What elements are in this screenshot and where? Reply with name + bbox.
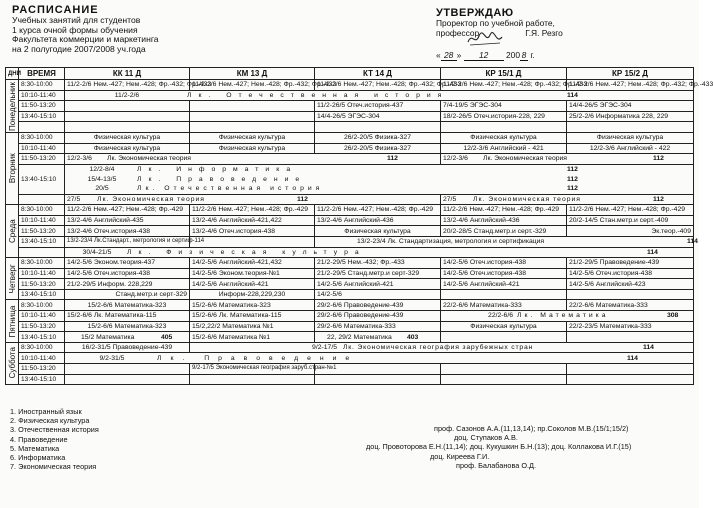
lesson-cell: 20/2-14/5 Стан.метр.и серт.-409: [567, 215, 694, 226]
header-line: 1 курса очной формы обучения: [12, 24, 138, 35]
lecture-cell: 20/5 Лк. Отечественная история 112: [65, 184, 694, 194]
lesson-cell: [315, 374, 441, 385]
legend-item: 4. Правоведение: [10, 434, 68, 444]
lesson-cell: Физическая культура: [190, 143, 315, 154]
time-cell: 11:50-13:20: [19, 321, 65, 332]
table-row: [6, 154, 694, 165]
day-thursday: Четверг: [6, 258, 19, 300]
time-cell: 10:10-11:40: [19, 143, 65, 154]
approval-line: Проректор по учебной работе,: [436, 18, 555, 28]
lesson-cell: [441, 332, 567, 343]
teacher-line: доц. Киреева Г.И.: [430, 451, 490, 461]
lesson-cell: [567, 332, 694, 343]
time-cell: 13:40-15:10: [19, 164, 65, 194]
table-row: [6, 279, 694, 290]
lesson-cell: 7/4-19/5 ЭГЭС-304: [441, 101, 567, 112]
lesson-cell: Физическая культура: [65, 143, 190, 154]
table-row: [6, 164, 694, 174]
lesson-cell: 11/2-2/6 Нем.-427; Нем.-428; Фр.-429: [441, 205, 567, 216]
time-cell: 11:50-13:20: [19, 279, 65, 290]
lesson-cell: 12/2-3/6 Английский - 422: [567, 143, 694, 154]
table-row: [6, 143, 694, 154]
table-row: [6, 247, 694, 258]
lesson-cell: 13/2-4/6 Английский-435: [65, 215, 190, 226]
time-cell: 10:10-11:40: [19, 215, 65, 226]
lesson-cell: Физическая культура: [315, 226, 441, 237]
lesson-cell: 22/2-6/6 Математика-333: [567, 300, 694, 311]
lesson-cell: 9/2-17/5 Экономическая география заруб.стран-№1: [190, 364, 315, 375]
schedule-title: РАСПИСАНИЕ: [12, 4, 99, 16]
table-row: [6, 289, 694, 300]
time-cell: 8:30-10:00: [19, 258, 65, 269]
col-group-kr15-1: КР 15/1 Д: [441, 68, 567, 80]
teacher-line: доц. Провоторова Е.Н.(11,14); доц. Кукушкин Б.Н.(13); доц. Коллакова И.Г.(15): [366, 442, 632, 452]
lesson-cell: 29/2-6/6 Правоведение-439: [315, 300, 441, 311]
signature-image: [466, 30, 504, 48]
legend-item: 3. Отечественная история: [10, 425, 99, 435]
lesson-cell: 15/2-6/6 Лк. Математика-115: [65, 311, 190, 322]
lesson-cell: [65, 364, 190, 375]
day-wednesday: Среда: [6, 205, 19, 258]
lecture-cell: 12/2-3/6 Лк. Экономическая теория 112: [441, 154, 694, 165]
lesson-cell: 11/2-26/5 Отеч.история-437: [315, 101, 441, 112]
lecture-cell: 9/2-31/5 Лк. Правоведение 114: [65, 353, 694, 364]
table-row: [6, 194, 694, 205]
lesson-cell: 14/4-26/5 ЭГЭС-304: [315, 111, 441, 122]
lesson-cell: 14/2-5/6 Английский-421,432: [190, 258, 315, 269]
lesson-cell: 20/2-28/5 Станд.метр.и серт.-329: [441, 226, 567, 237]
lecture-cell: 9/2-17/5 Лк. Экономическая география зарубежных стран 114: [190, 342, 694, 353]
time-cell: 13:40-15:10: [19, 111, 65, 122]
lesson-cell: 18/2-26/5 Отеч.история-228, 229: [441, 111, 567, 122]
lesson-cell: 14/2-5/6 Английский-421: [190, 279, 315, 290]
time-cell: 8:30-10:00: [19, 342, 65, 353]
approver-name: Г.Я. Резго: [525, 28, 563, 38]
lesson-cell: 13/2-4/6 Английский-436: [315, 215, 441, 226]
lesson-cell: [567, 374, 694, 385]
table-row: [6, 311, 694, 322]
lesson-cell: [567, 289, 694, 300]
lesson-cell: [190, 374, 315, 385]
lesson-cell: 14/2-5/6 Английский-421: [315, 279, 441, 290]
lesson-cell: 12/2-3/6 Английский - 421: [441, 143, 567, 154]
lesson-cell: 15/2-6/6 Лк. Математика-115: [190, 311, 315, 322]
lesson-cell: 25/2-2/6 Информатика 228, 229: [567, 111, 694, 122]
lesson-cell: Физическая культура: [441, 132, 567, 143]
time-cell: 11:50-13:20: [19, 226, 65, 237]
lesson-cell: [441, 374, 567, 385]
approval-date: « 28 » 12 200 8 г.: [436, 50, 535, 60]
lesson-cell: 29/2-6/6 Математика-333: [315, 321, 441, 332]
approval-month: 12: [464, 50, 504, 61]
time-cell: 13:40-15:10: [19, 289, 65, 300]
lesson-cell: 14/2-5/6: [315, 289, 441, 300]
time-cell: 10:10-11:40: [19, 353, 65, 364]
table-row: [6, 226, 694, 237]
schedule-header: [12, 6, 159, 55]
time-cell: 10:10-11:40: [19, 268, 65, 279]
table-row: [6, 205, 694, 216]
lesson-cell: 15/2,22/2 Математика №1: [190, 321, 315, 332]
legend-item: 6. Информатика: [10, 453, 66, 463]
lesson-cell: 15/2 Математика 405: [65, 332, 190, 343]
time-cell: 8:30-10:00: [19, 300, 65, 311]
legend-item: 5. Математика: [10, 443, 60, 453]
col-time: ВРЕМЯ: [19, 68, 65, 80]
header-line: Учебных занятий для студентов: [12, 14, 141, 25]
table-row: [6, 258, 694, 269]
lesson-cell: 14/2-5/6 Отеч.история-438: [441, 258, 567, 269]
lesson-cell: 14/2-5/6 Отеч.история-438: [441, 268, 567, 279]
time-cell: 13:40-15:10: [19, 332, 65, 343]
lesson-cell: 11/2-2/6 Нем.-427; Нем.-428; Фр.-429: [190, 205, 315, 216]
lesson-cell: 11/2-2/6 Нем.-427; Нем.-428; Фр.-429: [65, 205, 190, 216]
subject-legend: [10, 407, 99, 471]
approval-day: 28: [441, 50, 457, 61]
table-row: [6, 364, 694, 375]
table-row: [6, 80, 694, 91]
time-cell: 13:40-15:10: [19, 374, 65, 385]
lecture-cell: 11/2-2/6 Лк. Отечественная история 114: [65, 90, 694, 101]
lesson-cell: Физическая культура: [65, 132, 190, 143]
lesson-cell: 22, 29/2 Математика 403: [315, 332, 441, 343]
table-row: [6, 236, 694, 247]
lesson-cell: 21/2-29/5 Станд.метр.и серт-329: [315, 268, 441, 279]
teacher-line: проф. Сазонов А.А.(11,13,14); пр.Соколов М.В.(15/1;15/2): [434, 424, 629, 433]
time-cell: 8:30-10:00: [19, 80, 65, 91]
lesson-cell: [65, 111, 190, 122]
day-tuesday: Вторник: [6, 132, 19, 204]
lesson-cell: [190, 111, 315, 122]
lesson-cell: 11/2-2/6 Нем.-427; Нем.-428; Фр.-429: [567, 205, 694, 216]
col-group-km13: КМ 13 Д: [190, 68, 315, 80]
lesson-cell: Физическая культура: [190, 132, 315, 143]
time-cell: 8:30-10:00: [19, 132, 65, 143]
table-row: [6, 101, 694, 112]
time-cell: 10:10-11:40: [19, 311, 65, 322]
time-cell: 8:30-10:00: [19, 205, 65, 216]
table-row: [6, 174, 694, 184]
legend-item: 2. Физическая культура: [10, 416, 90, 426]
time-cell: 13:40-15:10: [19, 236, 65, 247]
lecture-cell: 13/2-23/4 Лк. Стандартизация, метрология и сертификация 114: [315, 236, 694, 247]
lesson-cell: 11/2-2/6 Нем.-427; Нем.-428; Фр.-432; Фр.-433: [65, 80, 190, 91]
lecture-cell: 12/2-8/4 Лк. Информатика 112: [65, 164, 694, 174]
lesson-cell: 14/2-5/6 Эконом.теория-437: [65, 258, 190, 269]
col-day: ДНИ: [6, 68, 19, 80]
lesson-cell: Эк.теор.-409: [567, 226, 694, 237]
lesson-cell: [190, 236, 315, 247]
header-line: на 2 полугодие 2007/2008 уч.года: [12, 44, 146, 55]
table-row: [6, 132, 694, 143]
lesson-cell: Станд.метр.и серт-329: [65, 289, 190, 300]
lesson-cell: [441, 289, 567, 300]
legend-item: 1. Иностранный язык: [10, 407, 82, 416]
lecture-cell: 12/2-3/6 Лк. Экономическая теория 112: [65, 154, 441, 165]
table-row: [6, 300, 694, 311]
day-saturday: Суббота: [6, 342, 19, 384]
lesson-cell: 14/2-5/6 Английский-423: [567, 279, 694, 290]
lesson-cell: 14/4-26/5 ЭГЭС-304: [567, 101, 694, 112]
day-monday: Понедельник: [7, 81, 17, 131]
lesson-cell: 14/2-5/6 Отеч.история-438: [65, 268, 190, 279]
table-row: [6, 90, 694, 101]
legend-item: 7. Экономическая теория: [10, 462, 97, 472]
lesson-cell: 13/2-4/6 Отеч.история-438: [65, 226, 190, 237]
lesson-cell: 14/2-5/6 Отеч.история-438: [567, 268, 694, 279]
teacher-list: [366, 424, 631, 470]
lesson-cell: 13/2-4/6 Английский-421,422: [190, 215, 315, 226]
lecture-cell: 27/5 Лк. Экономическая теория 112: [441, 194, 694, 205]
lesson-cell: 13/2-4/6 Отеч.история-438: [190, 226, 315, 237]
lesson-cell: 15/2-6/6 Математика-323: [190, 300, 315, 311]
table-row: [6, 342, 694, 353]
table-row: [6, 184, 694, 194]
lesson-cell: 26/2-20/5 Физика-327: [315, 143, 441, 154]
lesson-cell: Физическая культура: [441, 321, 567, 332]
lecture-cell: 30/4-21/5 Лк. Физическая культура 114: [65, 247, 694, 258]
lesson-cell: 22/2-6/6 Математика-333: [441, 300, 567, 311]
time-cell: [19, 194, 65, 205]
lesson-cell: 11/2-2/6 Нем.-427; Нем.-428; Фр.-432; Фр.-433: [441, 80, 567, 91]
lesson-cell: [441, 364, 567, 375]
table-header-row: [6, 68, 694, 80]
table-row: [6, 111, 694, 122]
col-group-kk11: КК 11 Д: [65, 68, 190, 80]
lesson-cell: 14/2-5/6 Эконом.теория-№1: [190, 268, 315, 279]
lesson-cell: [567, 364, 694, 375]
lecture-cell: 15/4-13/5 Лк. Правоведение 112: [65, 174, 694, 184]
table-row: [6, 353, 694, 364]
lesson-cell: 13/2-4/6 Английский-436: [441, 215, 567, 226]
table-row: [6, 321, 694, 332]
lesson-cell: 14/2-5/6 Английский-421: [441, 279, 567, 290]
lesson-cell: 29/2-6/6 Правоведение-439: [315, 311, 441, 322]
lesson-cell: 22/2-23/5 Математика-333: [567, 321, 694, 332]
col-group-kr15-2: КР 15/2 Д: [567, 68, 694, 80]
lesson-cell: 15/2-6/6 Математика-323: [65, 321, 190, 332]
lesson-cell: 16/2-31/5 Правоведение-439: [65, 342, 190, 353]
lesson-cell: [65, 374, 190, 385]
lesson-cell: 21/2-29/5 Информ. 228,229: [65, 279, 190, 290]
teacher-line: доц. Ступаков А.В.: [454, 433, 518, 443]
day-friday: Пятница: [6, 300, 19, 342]
table-row: [6, 332, 694, 343]
table-row: [6, 215, 694, 226]
time-cell: 11:50-13:20: [19, 101, 65, 112]
lesson-cell: 15/2-6/6 Математика-323: [65, 300, 190, 311]
time-cell: 11:50-13:20: [19, 154, 65, 165]
lesson-cell: 13/2-23/4 Лк.Стандарт., метрология и сертиф-114: [65, 236, 190, 247]
lesson-cell: [190, 101, 315, 112]
teacher-line: проф. Балабанова О.Д.: [456, 460, 536, 470]
lesson-cell: 11/2-2/6 Нем.-427; Нем.-428; Фр.-432; Фр.-433: [567, 80, 694, 91]
lesson-cell: [65, 101, 190, 112]
header-line: Факультета коммерции и маркетинга: [12, 34, 159, 45]
time-cell: [19, 247, 65, 258]
table-row: [6, 374, 694, 385]
time-cell: 11:50-13:20: [19, 364, 65, 375]
lesson-cell: 21/2-29/5 Нем.-432; Фр.-433: [315, 258, 441, 269]
lesson-cell: 11/2-2/6 Нем.-427; Нем.-428; Фр.-429: [315, 205, 441, 216]
lesson-cell: 15/2-6/6 Математика №1: [190, 332, 315, 343]
col-group-kt14: КТ 14 Д: [315, 68, 441, 80]
approval-line: профессор Г.Я. Резго: [436, 28, 563, 38]
time-cell: 10:10-11:40: [19, 90, 65, 101]
lesson-cell: Информ-228,229,230: [190, 289, 315, 300]
lecture-cell: 27/5 Лк. Экономическая теория 112: [65, 194, 441, 205]
schedule-table: [5, 67, 713, 385]
lesson-cell: 26/2-20/5 Физика-327: [315, 132, 441, 143]
lesson-cell: 11/2-2/6 Нем.-427; Нем.-428; Фр.-432; Фр.-433: [315, 80, 441, 91]
lesson-cell: 21/2-29/5 Правоведение-439: [567, 258, 694, 269]
table-row: [6, 268, 694, 279]
approval-title: УТВЕРЖДАЮ: [436, 7, 514, 19]
lesson-cell: 11/2-2/6 Нем.-427; Нем.-428; Фр.-432; Фр.-433: [190, 80, 315, 91]
lesson-cell: Физическая культура: [567, 132, 694, 143]
lecture-cell: 22/2-6/6 Лк. Математика 308: [441, 311, 694, 322]
